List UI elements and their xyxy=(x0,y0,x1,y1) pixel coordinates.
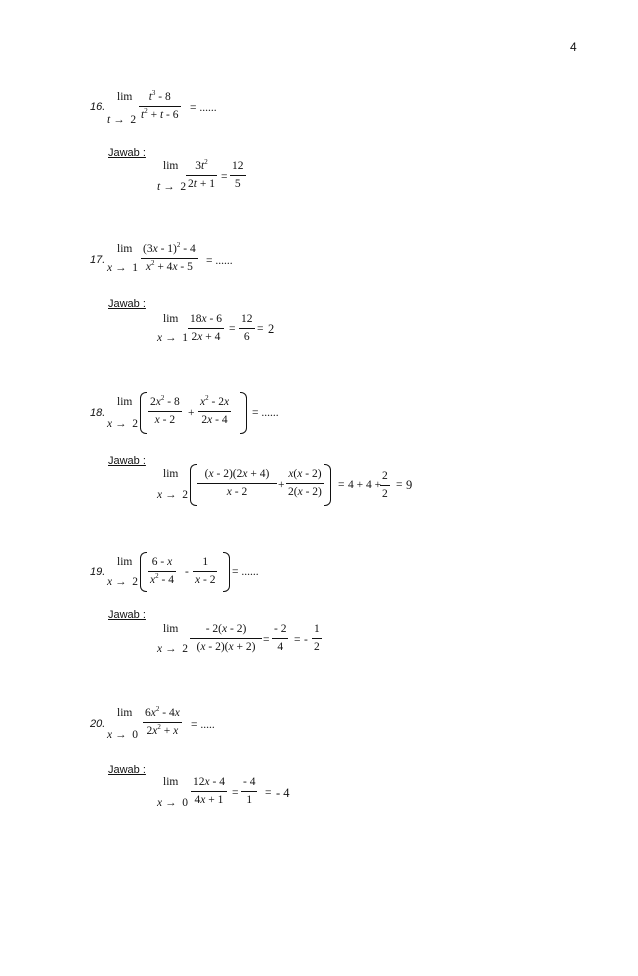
problem-number: 19. xyxy=(90,566,106,578)
result-fraction: $\frac{12}{5}$ xyxy=(232,160,244,190)
plus-sign: + xyxy=(188,407,195,419)
limit-approach: x → 2 xyxy=(157,643,188,655)
limit-operator: lim xyxy=(117,707,133,719)
limit-approach: x → 1 xyxy=(157,332,188,344)
problem-number: 18. xyxy=(90,407,106,419)
question-ellipsis: = ...... xyxy=(252,407,279,419)
equals-sign: = xyxy=(221,171,228,183)
limit-approach: x → 0 xyxy=(157,797,188,809)
fraction: $\frac{t^3 - 8}{t^2 + t - 6}$ xyxy=(141,89,179,121)
step-fraction: $\frac{- 4}{1}$ xyxy=(243,776,256,806)
final-fraction: $\frac{1}{2}$ xyxy=(314,623,320,653)
answer-label: Jawab : xyxy=(108,764,146,776)
plus-sign: + xyxy=(278,479,285,491)
left-parenthesis xyxy=(140,552,147,592)
limit-approach: x → 2 xyxy=(107,576,138,588)
answer-label: Jawab : xyxy=(108,455,146,467)
equals-sign: = xyxy=(232,787,239,799)
question-ellipsis: = ...... xyxy=(206,255,233,267)
fraction: $\frac{2}{2}$ xyxy=(382,470,388,500)
equals-sign: = xyxy=(229,323,236,335)
sum-terms: 4 + 4 + xyxy=(348,479,382,491)
equals-sign: = xyxy=(294,634,301,646)
fraction: $\frac{x(x - 2)}{2(x - 2)}$ xyxy=(288,468,322,498)
limit-operator: lim xyxy=(163,468,179,480)
fraction: $\frac{12x - 4}{4x + 1}$ xyxy=(193,776,225,806)
problem-number: 16. xyxy=(90,101,106,113)
limit-approach: x → 2 xyxy=(107,418,138,430)
limit-operator: lim xyxy=(117,91,133,103)
negative-sign: - xyxy=(304,634,308,646)
step-fraction: $\frac{12}{6}$ xyxy=(241,313,253,343)
limit-operator: lim xyxy=(163,313,179,325)
final-result: 9 xyxy=(406,478,413,492)
left-parenthesis xyxy=(190,464,197,506)
answer-label: Jawab : xyxy=(108,147,146,159)
right-parenthesis xyxy=(223,552,230,592)
answer-label: Jawab : xyxy=(108,298,146,310)
question-ellipsis: = ...... xyxy=(232,566,259,578)
limit-approach: t → 2 xyxy=(107,114,137,126)
page-number: 4 xyxy=(570,40,577,54)
fraction: $\frac{(x - 2)(2x + 4)}{x - 2}$ xyxy=(197,469,277,498)
step-fraction: $\frac{- 2}{4}$ xyxy=(274,623,287,653)
minus-sign: - xyxy=(185,566,189,578)
fraction: $\frac{6 - x}{x^2 - 4}$ xyxy=(150,556,174,586)
fraction: $\frac{2x^2 - 8}{x - 2}$ xyxy=(150,394,180,426)
answer-label: Jawab : xyxy=(108,609,146,621)
final-result: - 4 xyxy=(276,786,290,800)
limit-approach: x → 0 xyxy=(107,729,138,741)
equals-sign: = xyxy=(396,479,403,491)
fraction: $\frac{3t^2}{2t + 1}$ xyxy=(188,158,215,190)
limit-approach: x → 2 xyxy=(157,489,188,501)
limit-approach: x → 1 xyxy=(107,262,138,274)
question-ellipsis: = ..... xyxy=(191,719,215,731)
limit-operator: lim xyxy=(117,396,133,408)
equals-sign: = xyxy=(257,323,264,335)
limit-approach: t → 2 xyxy=(157,181,187,193)
limit-operator: lim xyxy=(117,556,133,568)
fraction: $\frac{x^2 - 2x}{2x - 4}$ xyxy=(200,394,230,426)
fraction: $\frac{6x^2 - 4x}{2x^2 + x}$ xyxy=(145,705,180,737)
fraction: $\frac{1}{x - 2}$ xyxy=(195,556,216,586)
problem-number: 17. xyxy=(90,254,106,266)
left-parenthesis xyxy=(140,392,147,434)
right-parenthesis xyxy=(324,464,331,506)
equals-sign: = xyxy=(338,479,345,491)
limit-operator: lim xyxy=(117,243,133,255)
equals-sign: = xyxy=(263,634,270,646)
fraction: $\frac{18x - 6}{2x + 4}$ xyxy=(190,313,222,343)
fraction: $\frac{- 2(x - 2)}{(x - 2)(x + 2)}$ xyxy=(190,624,262,653)
equals-sign: = xyxy=(265,787,272,799)
problem-number: 20. xyxy=(90,718,106,730)
right-parenthesis xyxy=(240,392,247,434)
limit-operator: lim xyxy=(163,160,179,172)
fraction: $\frac{(3x - 1)^2 - 4}{x^2 + 4x - 5}$ xyxy=(143,241,196,273)
limit-operator: lim xyxy=(163,623,179,635)
limit-operator: lim xyxy=(163,776,179,788)
question-ellipsis: = ...... xyxy=(190,102,217,114)
final-result: 2 xyxy=(268,322,275,336)
